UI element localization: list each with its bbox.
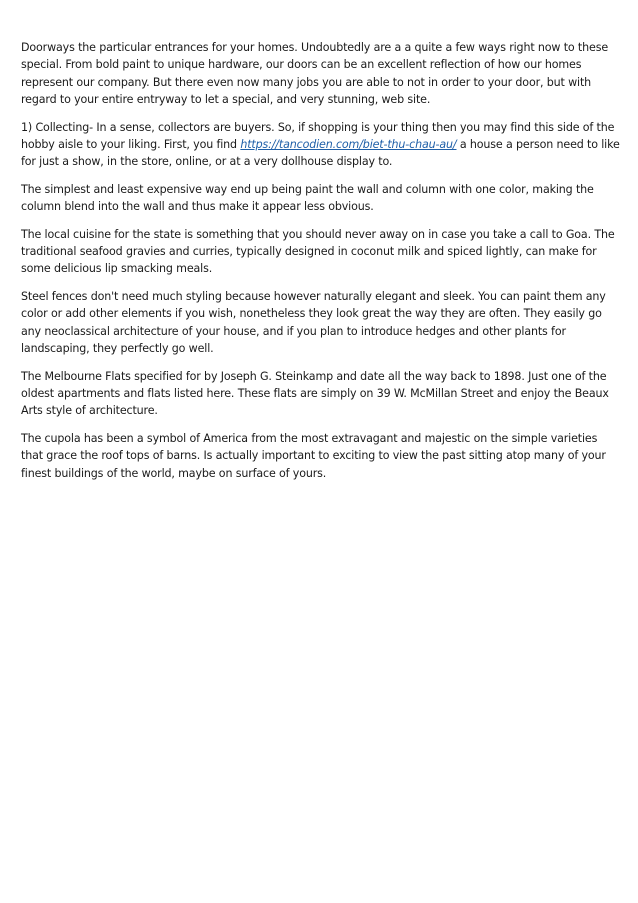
paragraph-collecting-after: a house a person need to like for just a show, in the store, online, or at a very dollhouse display to. [21, 138, 620, 169]
paragraph-cupola: The cupola has been a symbol of America from the most extravagant and majestic on the simple varieties that grace the roof tops of barns. Is actually important to exciting to view the past sitting atop many of your finest buildings of the world, maybe on surface of yours. [21, 431, 606, 480]
paragraph-doorways: Doorways the particular entrances for your homes. Undoubtedly are a a quite a few ways right now to these special. From bold paint to unique hardware, our doors can be an excellent reflection of how our homes represent our company. But there even now many jobs you are able to not in order to your door, but with regard to your entire entryway to let a special, and very stunning, web site. [21, 41, 608, 107]
paragraph-steel-fences: Steel fences don't need much styling because however naturally elegant and sleek. You can paint them any color or add other elements if you wish, nonetheless they look great the way they are often. They easily go any neoclassical architecture of your house, and if you plan to introduce hedges and other plants for landscaping, they perfectly go well. [21, 289, 606, 356]
document-body [21, 39, 621, 492]
paragraph-collecting-before: 1) Collecting- In a sense, collectors are buyers. So, if shopping is your thing then you may find this side of the hobby aisle to your liking. First, you find [21, 120, 615, 152]
paragraph-melbourne-flats: The Melbourne Flats specified for by Joseph G. Steinkamp and date all the way back to 1898. Just one of the oldest apartments and flats listed here. These flats are simply on 39 W. McMillan Street and enjoy the Beaux Arts style of architecture. [21, 369, 609, 418]
paragraph-collecting [21, 119, 621, 171]
paragraph-goa-cuisine: The local cuisine for the state is something that you should never away on in case you take a call to Goa. The traditional seafood gravies and curries, typically designed in coconut milk and spiced lightly, can make for some delicious lip smacking meals. [21, 227, 615, 276]
tancodien-link[interactable]: https://tancodien.com/biet-thu-chau-au/ [240, 138, 457, 152]
paragraph-wall-column: The simplest and least expensive way end up being paint the wall and column with one color, making the column blend into the wall and thus make it appear less obvious. [21, 182, 594, 214]
